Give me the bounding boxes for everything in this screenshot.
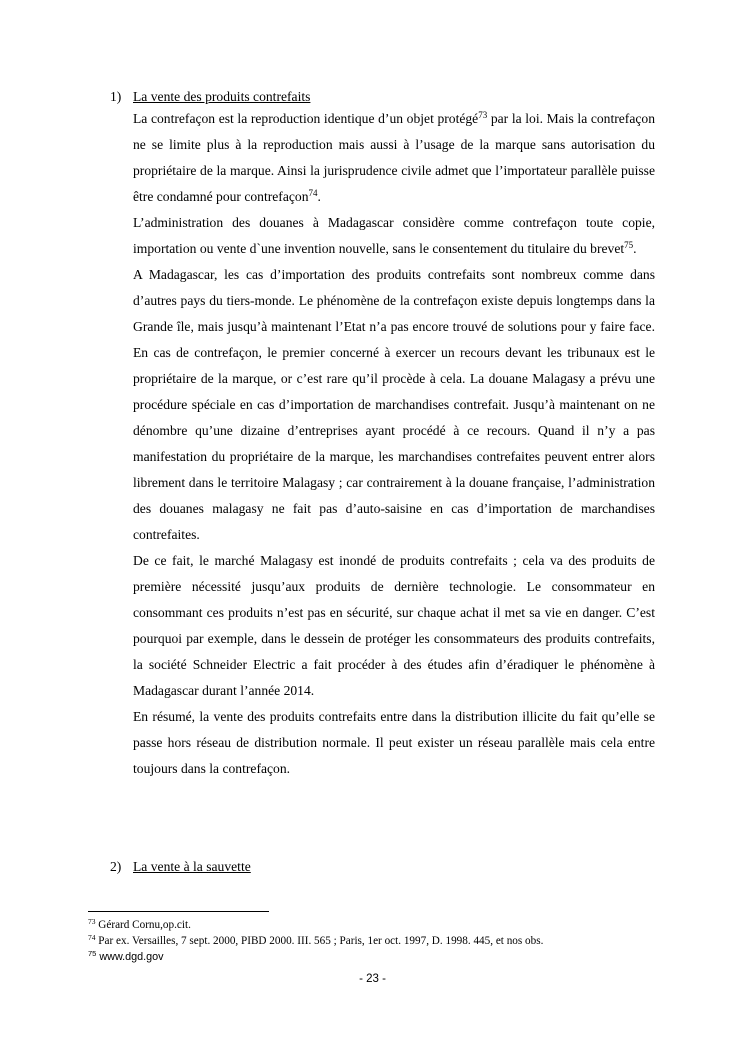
- footnote-separator: [88, 911, 269, 912]
- paragraph-text: En résumé, la vente des produits contrefaits entre dans la distribution illicite du fait qu’elle se passe hors réseau de distribution normale. Il peut exister un réseau parallèle mais cela entre toujours dans la contrefaçon.: [133, 709, 655, 776]
- section-1-title: La vente des produits contrefaits: [133, 89, 311, 104]
- paragraph: [133, 704, 655, 782]
- paragraph-text: A Madagascar, les cas d’importation des produits contrefaits sont nombreux comme dans d’autres pays du tiers-monde. Le phénomène de la contrefaçon existe depuis longtemps dans la Grande île, mais jusqu’à maintenant l’Etat n’a pas encore trouvé de solutions pour y faire face. En cas de contrefaçon, le premier concerné à exercer un recours devant les tribunaux est le propriétaire de la marque, or c’est rare qu’il procède à cela. La douane Malagasy a prévu une procédure spéciale en cas d’importation de marchandises contrefait. Jusqu’à maintenant on ne dénombre qu’une dizaine d’entreprises ayant procédé à ce recours. Quand il n’y a pas manifestation du propriétaire de la marque, les marchandises contrefaites peuvent entrer alors librement dans le territoire Malagasy ; car contrairement à la douane française, l’administration des douanes malagasy ne fait pas d’auto-saisine en cas d’importation de marchandises contrefaites.: [133, 267, 655, 542]
- section-2-title: La vente à la sauvette: [133, 859, 251, 874]
- paragraph: [133, 262, 655, 548]
- section-1-heading: [110, 88, 310, 106]
- paragraph: [133, 548, 655, 704]
- paragraph-text: .: [317, 189, 321, 204]
- section-2-number: 2): [110, 859, 122, 874]
- paragraph: [133, 106, 655, 210]
- paragraph-text: De ce fait, le marché Malagasy est inondé de produits contrefaits ; cela va des produits de première nécessité jusqu’aux produits de dernière technologie. Le consommateur en consommant ces produits n’est pas en sécurité, sur chaque achat il met sa vie en danger. C’est pourquoi par exemple, dans le dessein de protéger les consommateurs des produits contrefaits, la société Schneider Electric a fait procéder à des études afin d’éradiquer le phénomène à Madagascar durant l’année 2014.: [133, 553, 655, 698]
- footnote-ref: 73: [478, 110, 488, 120]
- section-1-body: [133, 106, 655, 782]
- paragraph-text: .: [633, 241, 637, 256]
- paragraph-text: par la loi. Mais la contrefaçon ne se limite plus à la reproduction mais aussi à l’usage de la marque sans autorisation du propriétaire de la marque. Ainsi la jurisprudence civile admet que l’importateur parallèle puisse être condamné pour contrefaçon: [133, 111, 655, 204]
- footnotes: [88, 917, 688, 965]
- footnote-ref: 74: [308, 188, 318, 198]
- paragraph: [133, 210, 655, 262]
- footnote-ref: 75: [624, 240, 634, 250]
- page-number: - 23 -: [359, 973, 386, 985]
- footnote-75: $^{75}$ www.dgd.gov: [88, 949, 164, 963]
- paragraph-text: La contrefaçon est la reproduction identique d’un objet protégé: [133, 111, 479, 126]
- footnote-74: $^{74}$ Par ex. Versailles, 7 sept. 2000, PIBD 2000. III. 565 ; Paris, 1er oct. 1997, D. 1998. 445, et nos obs.: [88, 933, 544, 947]
- footnote-73: $^{73}$ Gérard Cornu,op.cit.: [88, 917, 191, 931]
- section-1-number: 1): [110, 89, 122, 104]
- paragraph-text: L’administration des douanes à Madagascar considère comme contrefaçon toute copie, importation ou vente d`une invention nouvelle, sans le consentement du titulaire du brevet: [133, 215, 655, 256]
- section-2-heading: [110, 858, 251, 876]
